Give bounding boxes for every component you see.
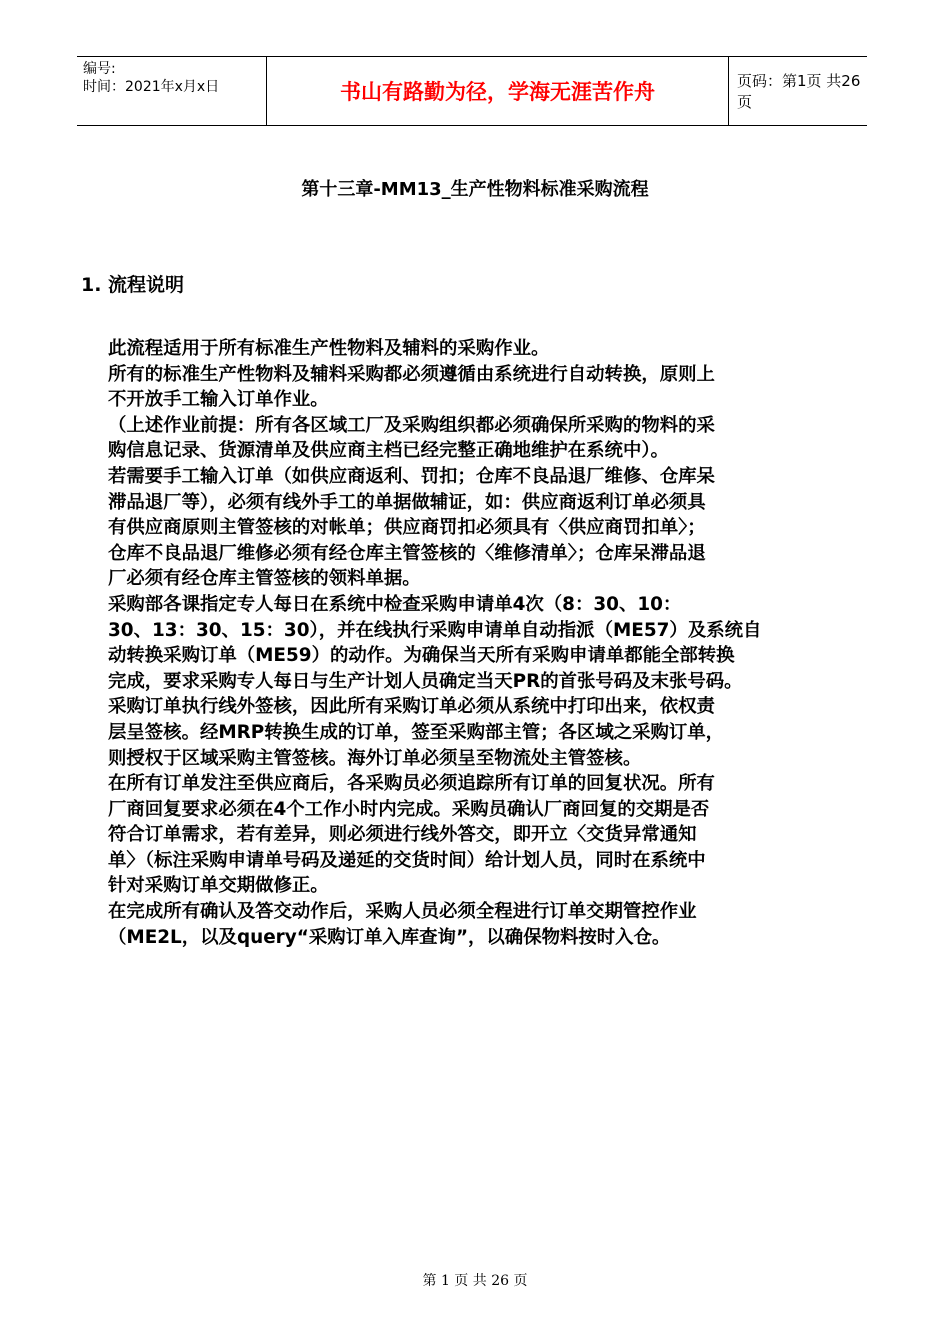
body-line: 在完成所有确认及答交动作后，采购人员必须全程进行订单交期管控作业	[108, 901, 697, 923]
body-line: 厂必须有经仓库主管签核的领料单据。	[108, 568, 421, 590]
body-line: 完成，要求采购专人每日与生产计划人员确定当天PR的首张号码及末张号码。	[108, 670, 743, 692]
page-footer: 第 1 页 共 26 页	[422, 1273, 528, 1289]
motto-text: 书山有路勤为径，学海无涯苦作舟	[340, 80, 655, 104]
body-line: 此流程适用于所有标准生产性物料及辅料的采购作业。	[108, 338, 550, 359]
body-line: 针对采购订单交期做修正。	[108, 875, 329, 897]
header-motto-cell	[267, 57, 729, 125]
body-line: 30、13：30、15：30），并在线执行采购申请单自动指派（ME57）及系统自	[108, 619, 762, 641]
body-line: 仓库不良品退厂维修必须有经仓库主管签核的〈维修清单〉；仓库呆滞品退	[108, 542, 706, 564]
body-line: 厂商回复要求必须在4个工作小时内完成。采购员确认厂商回复的交期是否	[108, 798, 710, 820]
body-line: 购信息记录、货源清单及供应商主档已经完整正确地维护在系统中）。	[108, 440, 669, 462]
body-line: 单〉（标注采购申请单号码及递延的交货时间）给计划人员，同时在系统中	[108, 849, 706, 871]
header-info-cell	[77, 57, 267, 125]
body-line: 采购订单执行线外签核，因此所有采购订单必须从系统中打印出来，依权责	[108, 696, 715, 718]
body-line: 若需要手工输入订单（如供应商返利、罚扣；仓库不良品退厂维修、仓库呆	[108, 465, 715, 487]
body-line: （ME2L，以及query“采购订单入库查询”，以确保物料按时入仓。	[108, 926, 671, 948]
header-page-cell	[729, 57, 867, 125]
body-line: 有供应商原则主管签核的对帐单；供应商罚扣必须具有〈供应商罚扣单〉；	[108, 517, 706, 539]
body-line: 滞品退厂等），必须有线外手工的单据做辅证，如：供应商返利订单必须具	[108, 491, 706, 513]
document-body	[108, 336, 860, 950]
document-title: 第十三章-MM13_生产性物料标准采购流程	[301, 179, 649, 200]
body-line: 动转换采购订单（ME59）的动作。为确保当天所有采购申请单都能全部转换	[108, 645, 735, 667]
body-line: （上述作业前提：所有各区域工厂及采购组织都必须确保所采购的物料的采	[108, 414, 715, 436]
section-heading: 1. 流程说明	[81, 274, 185, 296]
page-header	[77, 56, 867, 126]
body-line: 所有的标准生产性物料及辅料采购都必须遵循由系统进行自动转换，原则上	[108, 363, 715, 385]
body-line: 层呈签核。经MRP转换生成的订单，签至采购部主管；各区域之采购订单，	[108, 721, 725, 743]
body-line: 在所有订单发注至供应商后，各采购员必须追踪所有订单的回复状况。所有	[108, 773, 715, 795]
body-line: 则授权于区域采购主管签核。海外订单必须呈至物流处主管签核。	[108, 747, 642, 769]
body-line: 不开放手工输入订单作业。	[108, 389, 329, 411]
body-line: 符合订单需求，若有差异，则必须进行线外答交，即开立〈交货异常通知	[108, 824, 697, 846]
time-label: 时间：2021年x月x日	[83, 79, 220, 95]
page-number-label: 页码：第1页 共26页	[737, 72, 861, 111]
body-line: 采购部各课指定专人每日在系统中检查采购申请单4次（8：30、10：	[108, 593, 682, 615]
number-label: 编号:	[83, 61, 116, 77]
